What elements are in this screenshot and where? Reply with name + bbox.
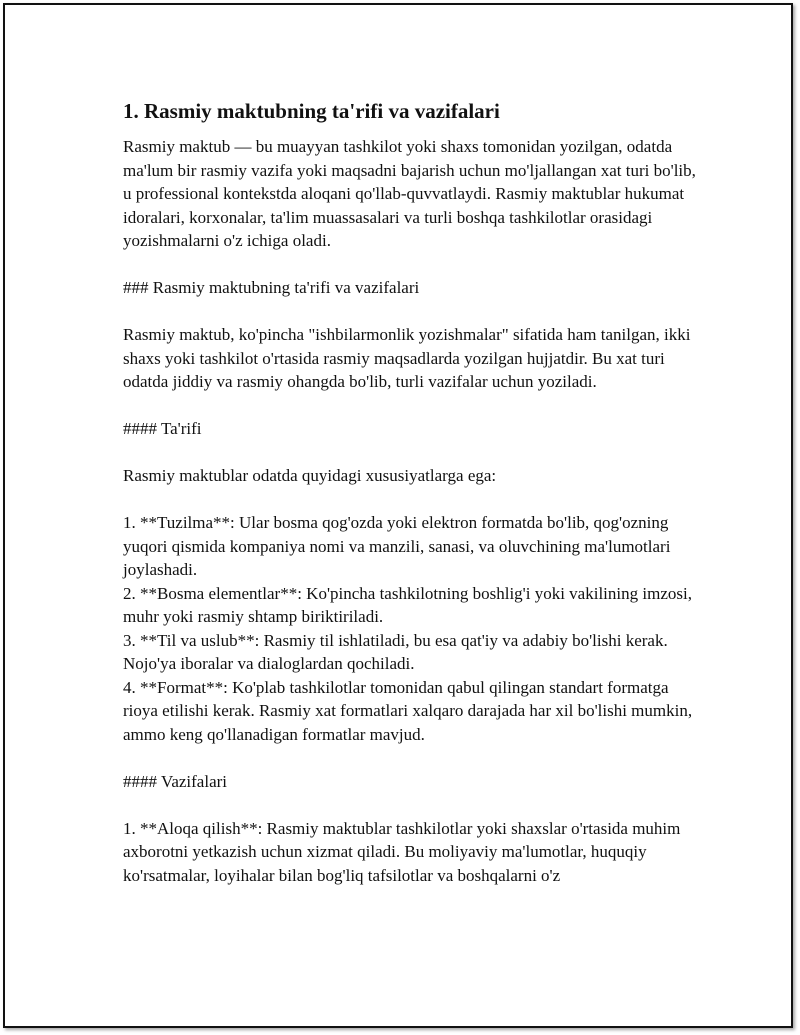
section-heading: ### Rasmiy maktubning ta'rifi va vazifalari xyxy=(123,278,420,297)
spacer xyxy=(123,441,703,465)
spacer xyxy=(123,253,703,277)
document-page xyxy=(3,3,793,1028)
definition-intro: Rasmiy maktublar odatda quyidagi xususiyatlarga ega: xyxy=(123,466,497,485)
spacer xyxy=(123,793,703,817)
document-title: 1. Rasmiy maktubning ta'rifi va vazifalari xyxy=(123,99,500,123)
definition-heading: #### Ta'rifi xyxy=(123,419,202,438)
spacer xyxy=(123,300,703,324)
definition-item-2: 2. **Bosma elementlar**: Ko'pincha tashkilotning boshlig'i yoki vakilining imzosi, muhr yoki rasmiy shtamp biriktiriladi. xyxy=(123,583,697,626)
spacer xyxy=(123,488,703,512)
document-content xyxy=(123,97,703,887)
definition-item-3: 3. **Til va uslub**: Rasmiy til ishlatiladi, bu esa qat'iy va adabiy bo'lishi kerak. Nojo'ya iboralar va dialoglardan qochiladi. xyxy=(123,630,672,673)
spacer xyxy=(123,394,703,418)
section-paragraph: Rasmiy maktub, ko'pincha "ishbilarmonlik yozishmalar" sifatida ham tanilgan, ikki shaxs yoki tashkilot o'rtasida rasmiy maqsadlarda yozilgan hujjatdir. Bu xat turi odatda jiddiy va rasmiy ohangda bo'lib, turli vazifalar uchun yoziladi. xyxy=(123,325,695,391)
functions-heading: #### Vazifalari xyxy=(123,771,228,791)
definition-item-1: 1. **Tuzilma**: Ular bosma qog'ozda yoki elektron formatda bo'lib, qog'ozning yuqori qismida kompaniya nomi va manzili, sanasi, va oluvchining ma'lumotlari joylashadi. xyxy=(123,513,675,579)
definition-item-4: 4. **Format**: Ko'plab tashkilotlar tomonidan qabul qilingan standart formatga rioya etilishi kerak. Rasmiy xat formatlari xalqaro darajada har xil bo'lishi mumkin, ammo keng qo'llanadigan formatlar mavjud. xyxy=(123,677,697,744)
intro-paragraph: Rasmiy maktub — bu muayyan tashkilot yoki shaxs tomonidan yozilgan, odatda ma'lum bir rasmiy vazifa yoki maqsadni bajarish uchun mo'ljallangan xat turi bo'lib, u professional kontekstda aloqani qo'llab-quvvatlaydi. Rasmiy maktublar hukumat idoralari, korxonalar, ta'lim muassasalari va turli boshqa tashkilotlar orasidagi yozishmalarni o'z ichiga oladi. xyxy=(123,137,701,250)
spacer xyxy=(123,746,703,770)
function-item-1: 1. **Aloqa qilish**: Rasmiy maktublar tashkilotlar yoki shaxslar o'rtasida muhim axborotni yetkazish uchun xizmat qiladi. Bu moliyaviy ma'lumotlar, huquqiy ko'rsatmalar, loyihalar bilan bog'liq tafsilotlar va boshqalarni o'z xyxy=(123,818,685,885)
